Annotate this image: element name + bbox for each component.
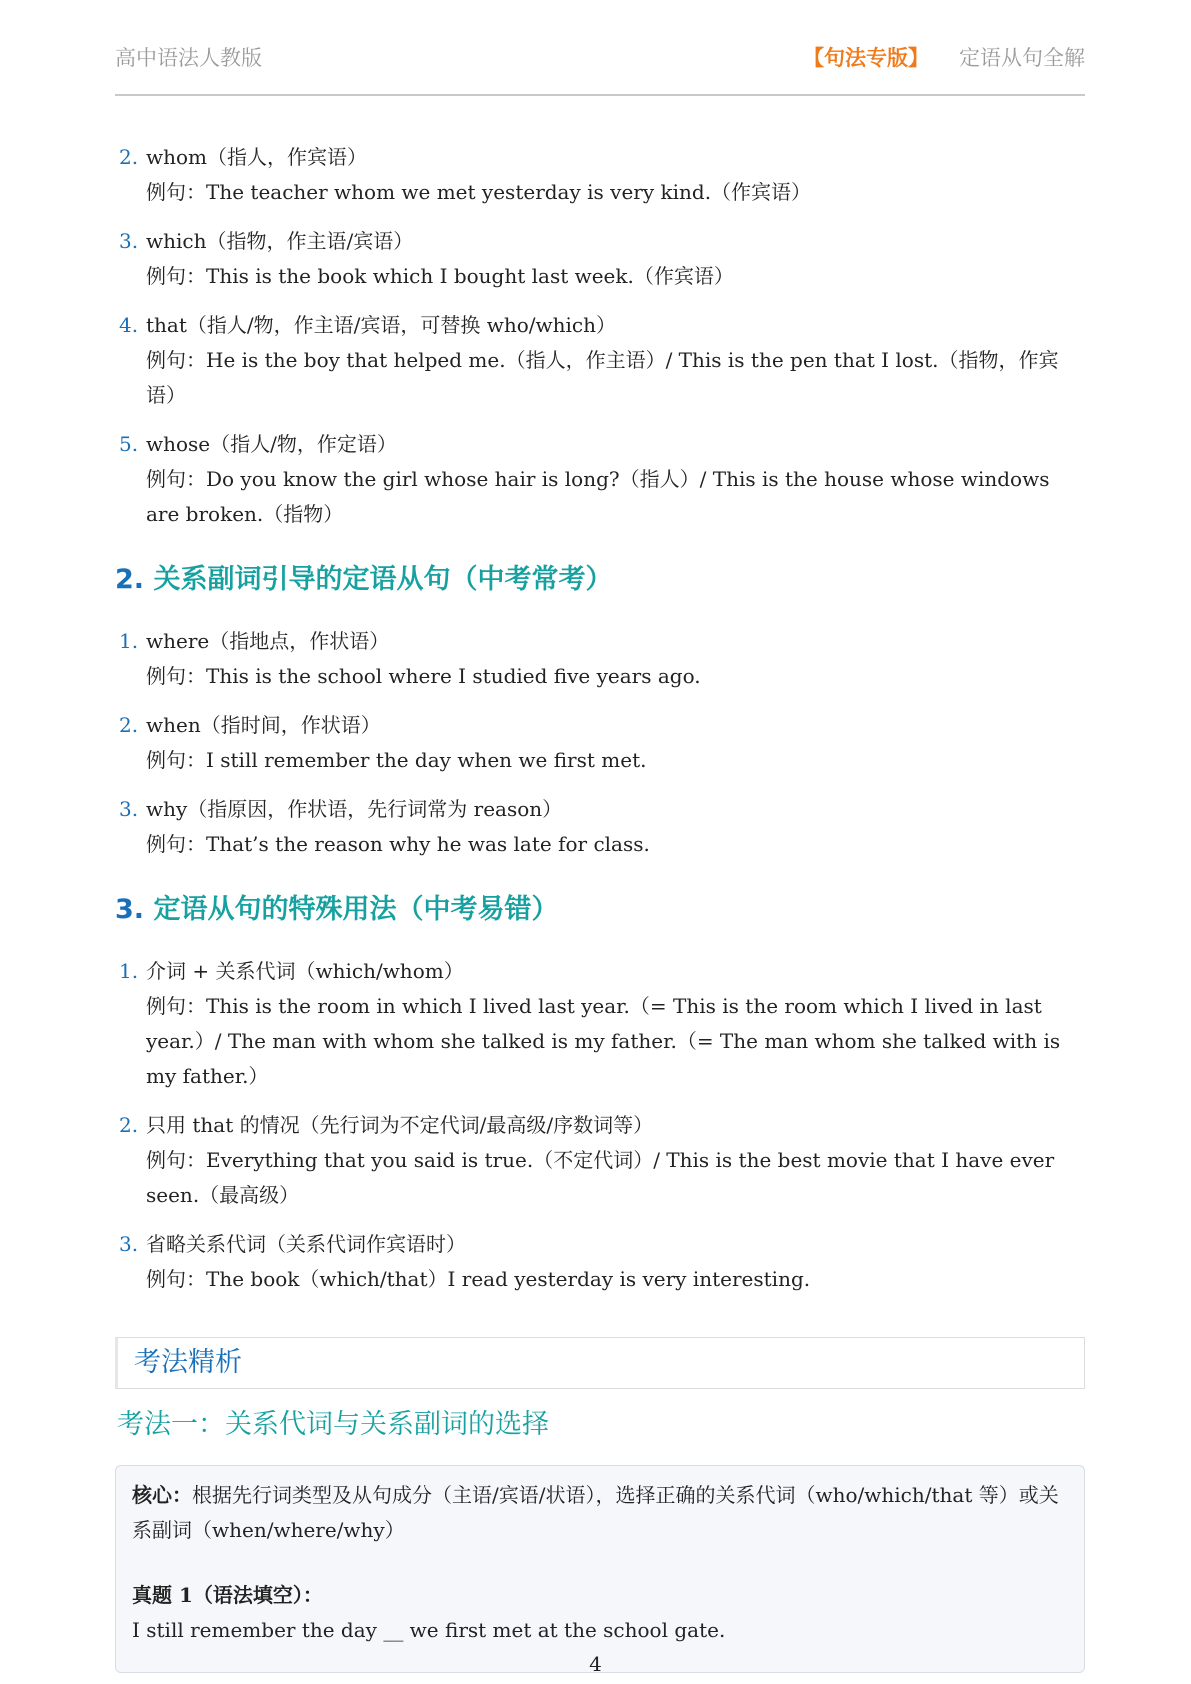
item-example: 例句：I still remember the day when we first met. — [146, 748, 647, 772]
book-title: 高中语法人教版 — [115, 46, 262, 70]
section-title: 定语从句的特殊用法（中考易错） — [153, 894, 559, 925]
list-item — [115, 1108, 1085, 1213]
spacer — [132, 1548, 1068, 1578]
special-usage-list — [115, 954, 1085, 1297]
section-title: 关系副词引导的定语从句（中考常考） — [153, 564, 613, 595]
item-heading: when（指时间，作状语） — [146, 713, 381, 737]
item-number: 1. — [119, 629, 139, 653]
item-heading: 介词 + 关系代词（which/whom） — [146, 959, 464, 983]
question-label-line — [132, 1578, 1068, 1613]
item-number: 1. — [119, 959, 139, 983]
core-label: 核心： — [132, 1483, 192, 1507]
item-example: 例句：This is the book which I bought last week.（作宾语） — [146, 264, 734, 288]
item-number: 3. — [119, 1232, 139, 1256]
item-number: 3. — [119, 229, 139, 253]
item-number: 5. — [119, 432, 139, 456]
item-example: 例句：Everything that you said is true.（不定代词）/ This is the best movie that I have ever seen.（最高级） — [146, 1148, 1055, 1207]
item-heading: 省略关系代词（关系代词作宾语时） — [146, 1232, 466, 1256]
pronoun-list — [115, 140, 1085, 532]
header-right — [803, 42, 1085, 72]
item-heading: where（指地点，作状语） — [146, 629, 390, 653]
item-number: 4. — [119, 313, 139, 337]
item-number: 3. — [119, 797, 139, 821]
item-heading: which（指物，作主语/宾语） — [146, 229, 414, 253]
item-example: 例句：He is the boy that helped me.（指人，作主语）/ This is the pen that I lost.（指物，作宾语） — [146, 348, 1059, 407]
core-note-box — [115, 1465, 1085, 1673]
list-item — [115, 792, 1085, 862]
item-number: 2. — [119, 1113, 139, 1137]
list-item — [115, 1227, 1085, 1297]
core-note — [132, 1478, 1068, 1548]
item-example: 例句：Do you know the girl whose hair is long?（指人）/ This is the house whose windows are broken.（指物） — [146, 467, 1050, 526]
adverb-list — [115, 624, 1085, 862]
list-item — [115, 624, 1085, 694]
item-example: 例句：That’s the reason why he was late for class. — [146, 832, 650, 856]
core-text: 根据先行词类型及从句成分（主语/宾语/状语），选择正确的关系代词（who/which/that 等）或关系副词（when/where/why） — [132, 1483, 1059, 1542]
item-heading: whose（指人/物，作定语） — [146, 432, 397, 456]
section-number: 2. — [115, 564, 145, 595]
list-item — [115, 954, 1085, 1094]
page-content — [115, 140, 1085, 1673]
page-header — [115, 42, 1085, 96]
section-heading-relative-adverbs — [115, 560, 1085, 600]
item-example: 例句：This is the school where I studied five years ago. — [146, 664, 701, 688]
item-number: 2. — [119, 713, 139, 737]
list-item — [115, 140, 1085, 210]
item-heading: whom（指人，作宾语） — [146, 145, 368, 169]
question-text: I still remember the day __ we first met at the school gate. — [132, 1618, 726, 1642]
item-heading: that（指人/物，作主语/宾语，可替换 who/which） — [146, 313, 616, 337]
item-heading: 只用 that 的情况（先行词为不定代词/最高级/序数词等） — [146, 1113, 654, 1137]
section-heading-special-usage — [115, 890, 1085, 930]
list-item — [115, 427, 1085, 532]
question-label: 真题 1（语法填空）： — [132, 1583, 323, 1607]
list-item — [115, 308, 1085, 413]
list-item — [115, 224, 1085, 294]
method-title: 考法一：关系代词与关系副词的选择 — [117, 1409, 549, 1440]
page-number: 4 — [589, 1652, 602, 1676]
list-item — [115, 708, 1085, 778]
item-heading: why（指原因，作状语，先行词常为 reason） — [146, 797, 563, 821]
section-number: 3. — [115, 894, 145, 925]
edition-label: 【句法专版】 — [803, 46, 929, 70]
item-number: 2. — [119, 145, 139, 169]
item-example: 例句：This is the room in which I lived last year.（= This is the room which I lived in last year.）/ The man with whom she talked is my father.（= The man whom she talked with is my father.） — [146, 994, 1061, 1088]
item-example: 例句：The book（which/that）I read yesterday is very interesting. — [146, 1267, 811, 1291]
item-example: 例句：The teacher whom we met yesterday is very kind.（作宾语） — [146, 180, 812, 204]
topic-label: 定语从句全解 — [959, 46, 1085, 70]
analysis-box-title: 考法精析 — [115, 1337, 1085, 1389]
